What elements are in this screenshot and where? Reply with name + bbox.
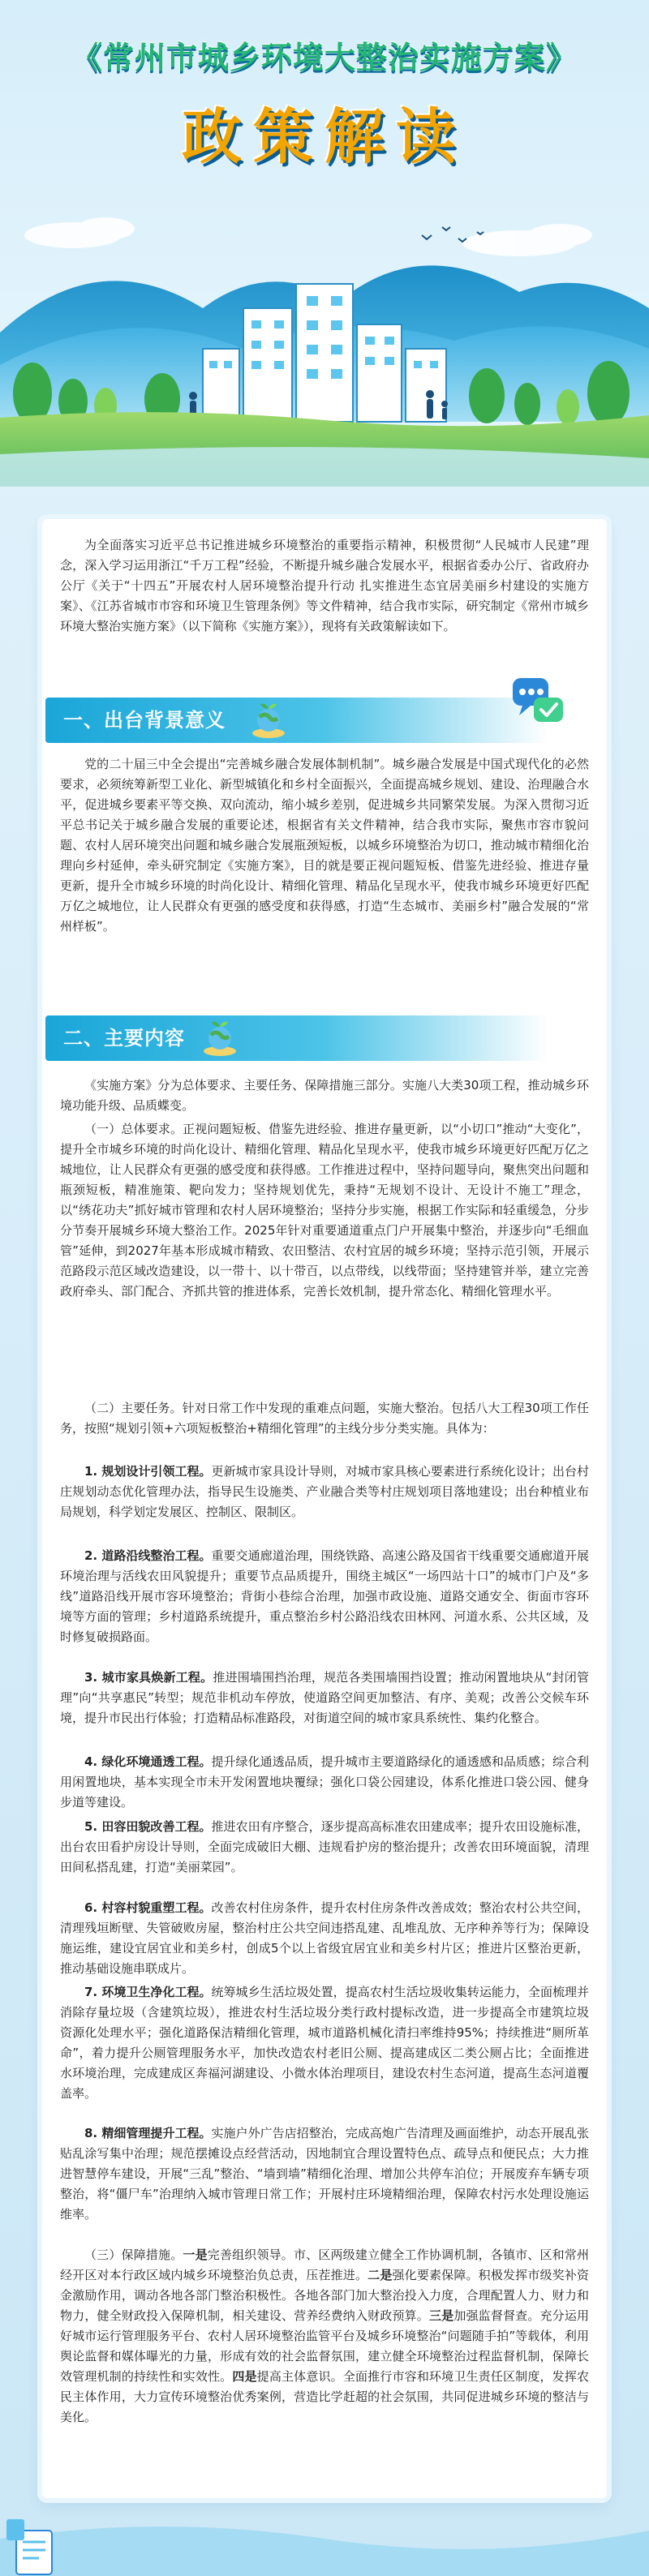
section-2-paragraph: 6. 村容村貌重塑工程。改善农村住房条件，提升农村住房条件改善成效；整治农村公共空间，清理残垣断壁、失管破败房屋，整治村庄公共空间违搭乱建、乱堆乱放、无序种养等行为；保障设施运维，建设宜居宜业和美乡村，创成5个以上省级宜居宜业和美乡村片区；推进片区整治更新，推动基础设施串联成片。	[60, 1900, 589, 1976]
section-header-background	[45, 1015, 548, 1061]
section-1-paragraph: 党的二十届三中全会提出“完善城乡融合发展体制机制”。城乡融合发展是中国式现代化的必然要求，必须统筹新型工业化、新型城镇化和乡村全面振兴，全面提高城乡规划、建设、治理融合水平，促进城乡要素平等交换、双向流动，缩小城乡差别，促进城乡共同繁荣发展。为深入贯彻习近平总书记关于城乡融合发展的重要论述，根据省有关文件精神，结合我市实际，聚焦市容市貌问题、农村人居环境突出问题和城乡融合发展瓶颈短板，以城乡环境整治为切口，推动城市精细化治理向乡村延伸，牵头研究制定《实施方案》，目的就是要正视问题短板、借鉴先进经验、推进存量更新，提升全市城乡环境的时尚化设计、精细化管理、精品化呈现水平，使我市城乡环境更好匹配万亿之城地位，让人民群众有更强的感受度和获得感，打造“生态城市、美丽乡村”融合发展的“常州样板”。	[60, 757, 589, 934]
page-subtitle: 政策解读	[182, 102, 467, 172]
globe-plant-icon	[248, 701, 289, 740]
section-2-paragraph: 2. 道路沿线整治工程。重要交通廊道治理，围绕铁路、高速公路及国省干线重要交通廊道开展环境治理与活线农田风貌提升；重要节点品质提升，围绕主城区“一场四站十口”的城市门户及“多线”道路沿线开展市容环境整治；背街小巷综合治理，加强市政设施、道路交通安全、街面市容环境等方面的管理；乡村道路系统提升，重点整治乡村公路沿线农田林网、河道水系、公共区域，及时修复破损路面。	[60, 1548, 589, 1644]
chat-bubble-check-icon	[511, 675, 568, 732]
section-2-paragraph: 《实施方案》分为总体要求、主要任务、保障措施三部分。实施八大类30项工程，推动城乡环境功能升级、品质蝶变。	[60, 1078, 589, 1113]
section-title: 二、主要内容	[63, 1027, 185, 1050]
globe-plant-icon	[200, 1019, 240, 1058]
document-icon	[3, 2518, 28, 2542]
section-2-paragraph: 5. 田容田貌改善工程。推进农田有序整合，逐步提高高标准农田建成率；提升农田设施标准，出台农田看护房设计导则，全面完成破旧大棚、违规看护房的整治提升；改善农田环境面貌，清理田间私搭乱建，打造“美丽菜园”。	[60, 1819, 589, 1874]
section-2-paragraph: （一）总体要求。正视问题短板、借鉴先进经验、推进存量更新，以“小切口”推动“大变化”，提升全市城乡环境的时尚化设计、精细化管理、精品化呈现水平，使我市城乡环境更好匹配万亿之城地位，让人民群众有更强的感受度和获得感。工作推进过程中，坚持问题导向，聚焦突出问题和瓶颈短板，精准施策、靶向发力；坚持规划优先，秉持“无规划不设计、无设计不施工”理念，以“绣花功夫”抓好城市管理和农村人居环境整治；坚持分步实施，根据工作实际和轻重缓急，分步分节奏开展城乡环境大整治工作。2025年针对重要通道重点门户开展集中整治，并逐步向“毛细血管”延伸，到2027年基本形成城市精致、农田整洁、农村宜居的城乡环境；坚持示范引领，开展示范路段示范区域改造建设，以一带十、以十带百，以点带线，以线带面；坚持建管并举，建立完善政府牵头、部门配合、齐抓共管的推进体系，完善长效机制，提升常态化、精细化管理水平。	[60, 1122, 589, 1299]
section-2-paragraph: 1. 规划设计引领工程。更新城市家具设计导则，对城市家具核心要素进行系统化设计；出台村庄规划动态优化管理办法，指导民生设施类、产业融合类等村庄规划项目落地建设；出台种植业布局规划，科学划定发展区、控制区、限制区。	[60, 1464, 589, 1519]
section-2-paragraph: 4. 绿化环境通透工程。提升绿化通透品质，提升城市主要道路绿化的通透感和品质感；综合利用闲置地块，基本实现全市未开发闲置地块覆绿；强化口袋公园建设，体系化推进口袋公园、健身步道等建设。	[60, 1754, 589, 1810]
intro-paragraph: 为全面落实习近平总书记推进城乡环境整治的重要指示精神，积极贯彻“人民城市人民建”理念，深入学习运用浙江“千万工程”经验，不断提升城乡融合发展水平，根据省委办公厅、省政府办公厅《关于“十四五”开展农村人居环境整治提升行动 扎实推进生态宜居美丽乡村建设的实施方案》、《江苏省城市市容和环境卫生管理条例》等文件精神，结合我市实际，研究制定《常州市城乡环境大整治实施方案》（以下简称《实施方案》），现将有关政策解读如下。	[60, 538, 589, 633]
section-2-paragraph: 8. 精细管理提升工程。实施户外广告店招整治，完成高炮广告清理及画面维护，动态开展乱张贴乱涂写集中治理；规范摆摊设点经营活动，因地制宜合理设置特色点、疏导点和便民点；大力推进智慧停车建设，开展“三乱”整治、“墙到墙”精细化治理、增加公共停车泊位；开展废弃车辆专项整治，将“僵尸车”治理纳入城市管理日常工作；开展村庄环境精细治理，保障农村污水处理设施运维率。	[60, 2126, 589, 2222]
page-title: 《常州市城乡环境大整治实施方案》	[71, 40, 578, 75]
footer-wave-decoration	[0, 2506, 649, 2576]
city-landscape-illustration	[0, 211, 649, 487]
section-title: 一、出台背景意义	[63, 709, 226, 732]
section-2-paragraph: （二）主要任务。针对日常工作中发现的重难点问题，实施大整治。包括八大工程30项工作任务，按照“规划引领+六项短板整治+精细化管理”的主线分步分类实施。具体为：	[60, 1401, 589, 1436]
section-2-paragraph: 3. 城市家具焕新工程。推进围墙围挡治理，规范各类围墙围挡设置；推动闲置地块从“封闭管理”向“共享惠民”转型；规范非机动车停放，使道路空间更加整洁、有序、美观；改善公交候车环境，提升市民出行体验；打造精品标准路段，对街道空间的城市家具系统性、集约化整合。	[60, 1670, 589, 1725]
section-2-paragraph: 7. 环境卫生净化工程。统筹城乡生活垃圾处置，提高农村生活垃圾收集转运能力，全面梳理并消除存量垃圾（含建筑垃圾），推进农村生活垃圾分类行政村提标改造，进一步提高全市建筑垃圾资源化处理水平；强化道路保洁精细化管理，城市道路机械化清扫率维持95%；持续推进“厕所革命”，着力提升公厕管理服务水平，加快改造农村老旧公厕、提高建成区二类公厕占比；全面推进水环境治理，完成建成区奔福河湖建设、小微水体治理项目，建设农村生态河道，提高生态河道覆盖率。	[60, 1985, 589, 2101]
hero-banner	[0, 0, 649, 487]
section-2-paragraph: （三）保障措施。一是完善组织领导。市、区两级建立健全工作协调机制，各镇市、区和常州经开区对本行政区域内城乡环境整治负总责，压茬推进。二是强化要素保障。积极发挥市级奖补资金激励作用，调动各地各部门整治积极性。各地各部门加大整治投入力度，合理配置人力、财力和物力，健全财政投入保障机制，相关建设、营养经费纳入财政预算。三是加强监督督查。充分运用好城市运行管理服务平台、农村人居环境整治监管平台及城乡环境整治“问题随手拍”等载体，利用舆论监督和媒体曝光的力量，形成有效的社会监督氛围，建立健全环境整治过程监督机制，保障长效管理机制的持续性和实效性。四是提高主体意识。全面推行市容和环境卫生责任区制度，发挥农民主体作用，大力宣传环境整治优秀案例，营造比学赶超的社会氛围，共同促进城乡环境的整洁与美化。	[60, 2248, 589, 2424]
section-header-background	[45, 698, 548, 743]
